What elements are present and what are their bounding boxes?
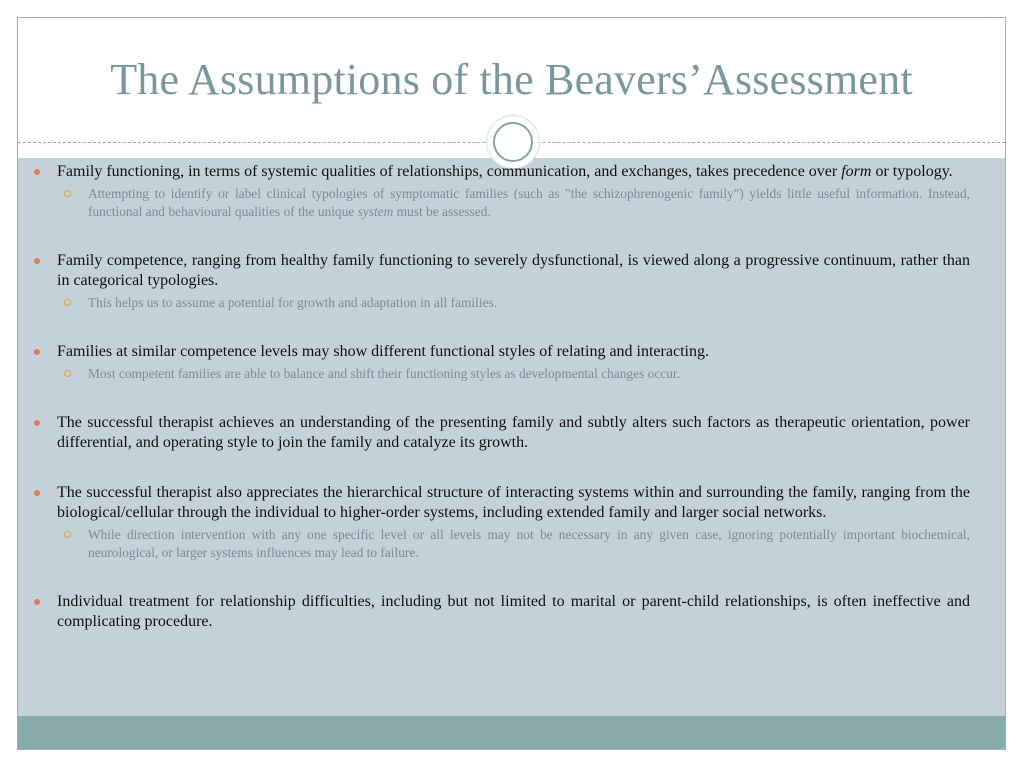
bullet-item	[22, 483, 970, 523]
sub-bullet-item	[22, 294, 970, 312]
footer-bar	[18, 716, 1005, 750]
bullet-list	[22, 162, 970, 662]
circle-ornament-icon	[487, 116, 539, 168]
bullet-text: Family functioning, in terms of systemic qualities of relationships, communication, and exchanges, takes precedence over	[57, 163, 842, 180]
bullet-group	[22, 251, 970, 312]
sub-bullet-text-end: must be assessed.	[393, 204, 491, 219]
bullet-text: Families at similar competence levels may show different functional styles of relating and interacting.	[57, 343, 709, 360]
bullet-dot-icon	[34, 349, 40, 355]
bullet-text: Individual treatment for relationship difficulties, including but not limited to marital or parent-child relationships, is often ineffective and complicating procedure.	[57, 593, 970, 630]
bullet-dot-icon	[34, 490, 40, 496]
sub-bullet-text: While direction intervention with any one specific level or all levels may not be necessary in any given case, ignoring potentially important biochemical, neurological, or larger systems influences may lead to failure.	[88, 527, 970, 560]
bullet-item	[22, 251, 970, 291]
sub-bullet-text: This helps us to assume a potential for growth and adaptation in all families.	[88, 295, 498, 310]
sub-bullet-ring-icon	[64, 531, 71, 538]
sub-bullet-item	[22, 526, 970, 562]
bullet-item	[22, 592, 970, 632]
bullet-group	[22, 483, 970, 562]
bullet-text: The successful therapist also appreciates the hierarchical structure of interacting systems within and surrounding the family, ranging from the biological/cellular through the individual to higher-order systems, including extended family and larger social networks.	[57, 484, 970, 521]
bullet-group	[22, 342, 970, 383]
bullet-group	[22, 162, 970, 221]
bullet-emphasis: form	[841, 163, 872, 180]
bullet-item	[22, 413, 970, 453]
sub-bullet-emphasis: system	[357, 204, 394, 219]
bullet-text: The successful therapist achieves an understanding of the presenting family and subtly alters such factors as therapeutic orientation, power differential, and operating style to join the family and catalyze its growth.	[57, 414, 970, 451]
bullet-text: Family competence, ranging from healthy family functioning to severely dysfunctional, is viewed along a progressive continuum, rather than in categorical typologies.	[57, 252, 970, 289]
sub-bullet-ring-icon	[64, 370, 71, 377]
bullet-text-end: or typology.	[871, 163, 953, 180]
sub-bullet-item	[22, 185, 970, 221]
bullet-dot-icon	[34, 420, 40, 426]
slide-title: The Assumptions of the Beavers’Assessment	[110, 55, 913, 104]
bullet-group	[22, 592, 970, 632]
sub-bullet-text: Most competent families are able to balance and shift their functioning styles as developmental changes occur.	[88, 366, 680, 381]
bullet-item	[22, 162, 970, 182]
bullet-item	[22, 342, 970, 362]
bullet-dot-icon	[34, 599, 40, 605]
circle-ornament-ring	[493, 122, 533, 162]
sub-bullet-item	[22, 365, 970, 383]
sub-bullet-text: Attempting to identify or label clinical typologies of symptomatic families (such as "the schizophrenogenic family") yields little useful information. Instead, functional and behavioural qualities of the unique	[88, 186, 970, 219]
bullet-dot-icon	[34, 169, 40, 175]
sub-bullet-ring-icon	[64, 299, 71, 306]
sub-bullet-ring-icon	[64, 190, 71, 197]
bullet-dot-icon	[34, 258, 40, 264]
bullet-group	[22, 413, 970, 453]
